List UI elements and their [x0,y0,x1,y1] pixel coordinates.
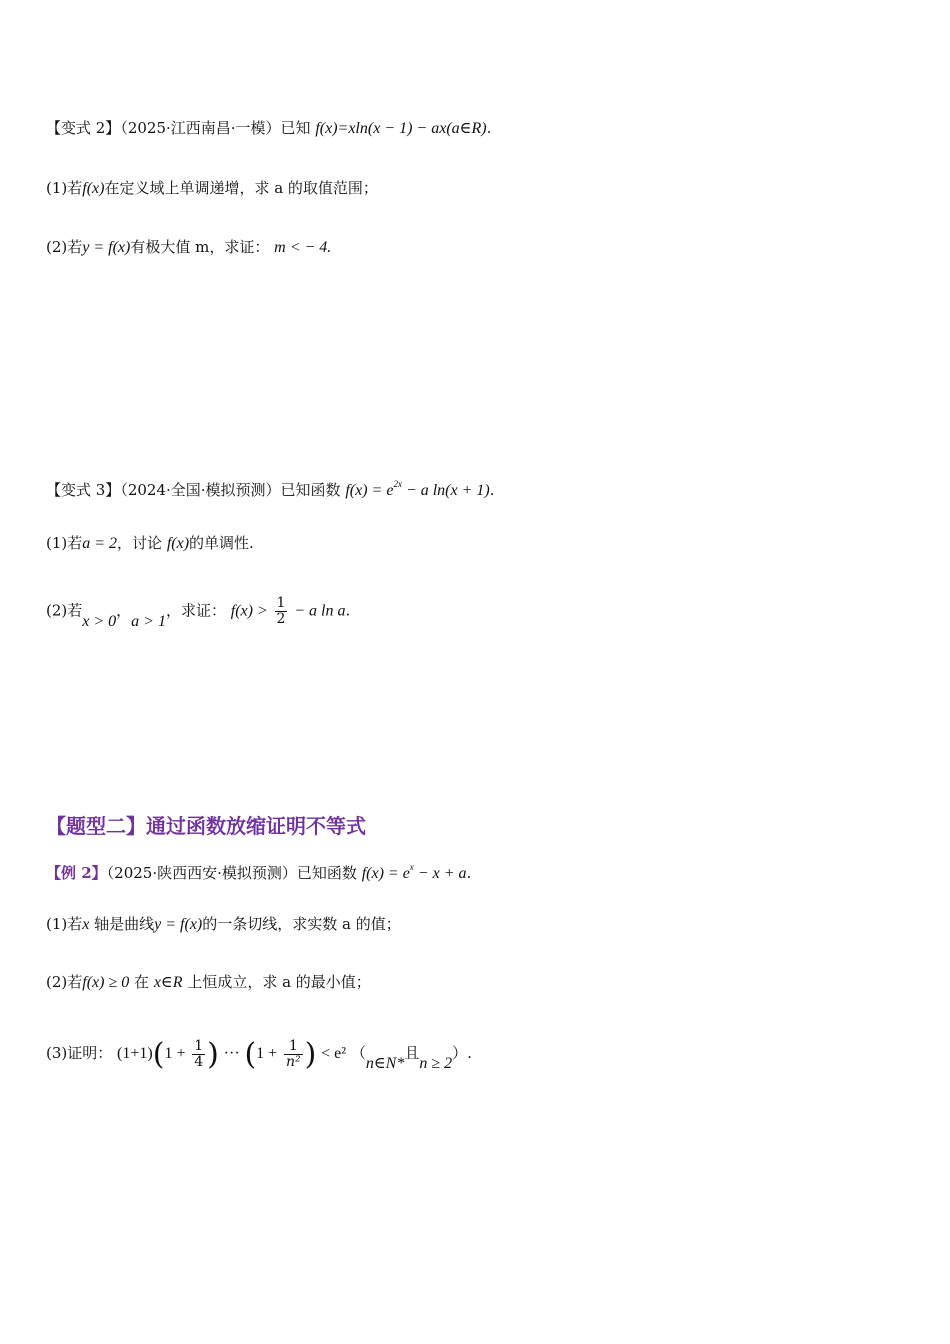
variant2-function: f(x)=xln(x − 1) − ax(a∈R) [315,120,487,137]
example2-function: $f(x) = e^x - x + a$ [361,862,467,882]
variant3-question-2: (2)若x > 0，a > 1，求证： f(x) > $\frac{1}{2}$ − a ln a. [46,595,351,630]
variant2-question-1: (1)若f(x)在定义域上单调递增，求 a 的取值范围； [46,179,378,197]
example2-question-2: (2)若f(x) ≥ 0 在 x∈R 上恒成立，求 a 的最小值； [46,973,371,991]
example2-question-1: (1)若x 轴是曲线y = f(x)的一条切线，求实数 a 的值； [46,915,401,933]
variant2-stem: 【变式 2】（2025·江西南昌·一模）已知 f(x)=xln(x − 1) − ax(a∈R). [46,119,492,137]
example2-question-3: (3)证明： (1+1)(1 + $\frac{1}{4}$ ) ··· (1 + $\frac{1}{\text{n²}}$ ) < e² （n∈N*且n ≥ 2）. [46,1037,472,1072]
variant2-conclusion: m < − 4. [274,239,332,256]
variant3-function: $f(x) = e^{2x} - a$ ln(x + 1) [345,479,490,499]
section-heading: 【题型二】通过函数放缩证明不等式 [46,814,366,838]
variant3-label: 【变式 3】 [46,481,121,499]
variant2-lead: 已知 [280,119,311,137]
variant2-label: 【变式 2】 [46,119,121,137]
variant2-question-2: (2)若y = f(x)有极大值 m，求证： m < − 4. [46,238,332,256]
fraction-one-half: $\frac{1}{2}$ [276,595,286,627]
variant3-stem: 【变式 3】（2024·全国·模拟预测）已知函数 $f(x) = e^{2x} - a$ ln(x + 1). [46,479,495,499]
example2-source: （2025·陕西西安·模拟预测） [106,864,297,882]
example2-stem: 【例 2】（2025·陕西西安·模拟预测）已知函数 $f(x) = e^x - x + a$. [46,862,472,882]
variant2-source: （2025·江西南昌·一模） [120,119,281,137]
example2-label: 【例 2】 [46,864,107,882]
variant3-question-1: (1)若a = 2，讨论 f(x)的单调性. [46,534,254,552]
variant3-source: （2024·全国·模拟预测） [120,481,281,499]
function-f: f(x) [82,180,105,197]
